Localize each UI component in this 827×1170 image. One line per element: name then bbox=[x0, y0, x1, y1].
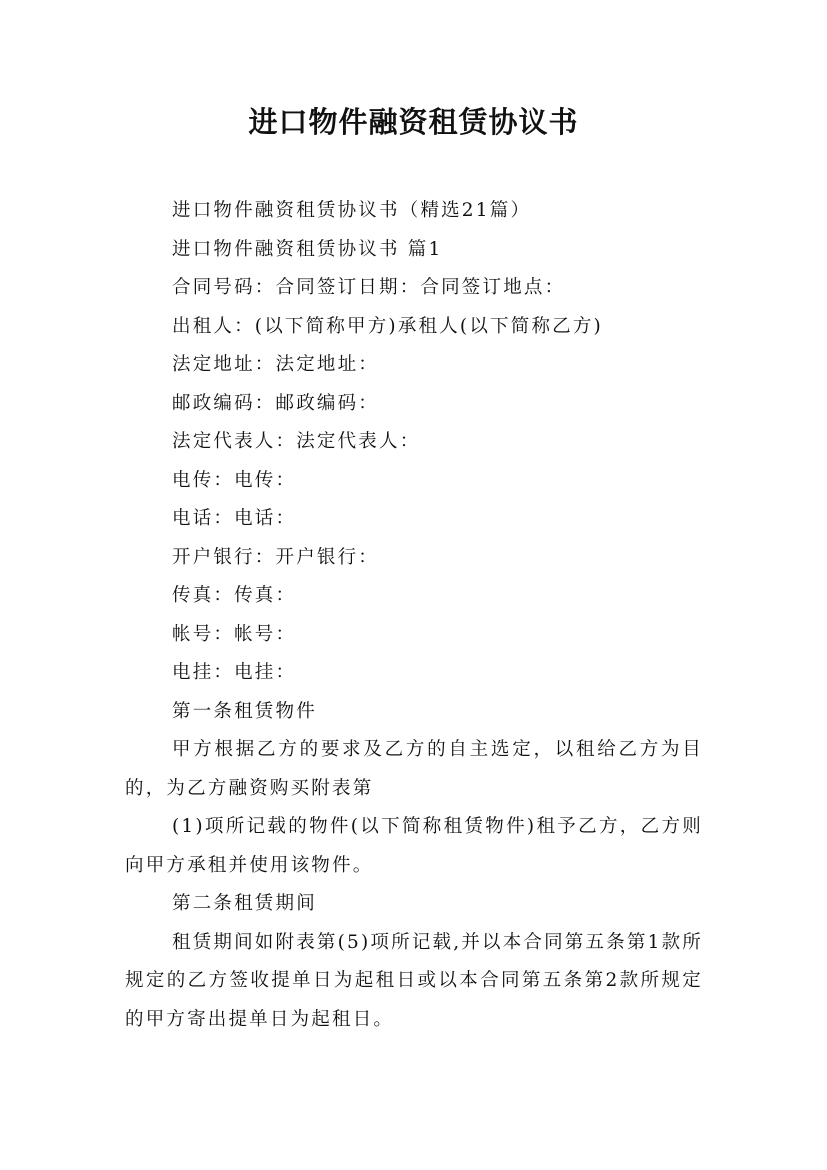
paragraph-section-heading: 进口物件融资租赁协议书 篇1 bbox=[172, 238, 443, 260]
paragraph-legal-representative: 法定代表人：法定代表人： bbox=[172, 431, 421, 452]
paragraph-legal-address: 法定地址：法定地址： bbox=[172, 354, 380, 375]
paragraph-telex: 电传：电传： bbox=[172, 469, 297, 491]
paragraph-article-1-item: (1)项所记载的物件(以下简称租赁物件)租予乙方，乙方则向甲方承租并使用该物件。 bbox=[125, 816, 703, 876]
paragraph-article-2-heading: 第二条租赁期间 bbox=[172, 893, 317, 914]
paragraph-bank: 开户银行：开户银行： bbox=[172, 546, 380, 568]
document-body bbox=[125, 192, 703, 1039]
paragraph-postal-code: 邮政编码：邮政编码： bbox=[172, 392, 380, 414]
paragraph-article-1-body: 甲方根据乙方的要求及乙方的自主选定，以租给乙方为目的，为乙方融资购买附表第 bbox=[125, 739, 703, 799]
paragraph-article-1-heading: 第一条租赁物件 bbox=[172, 700, 317, 722]
paragraph-cable: 电挂：电挂： bbox=[172, 662, 297, 683]
paragraph-account: 帐号：帐号： bbox=[172, 623, 297, 645]
paragraph-fax: 传真：传真： bbox=[172, 585, 297, 606]
paragraph-phone: 电话：电话： bbox=[172, 508, 297, 529]
paragraph-article-2-body: 租赁期间如附表第(5)项所记载,并以本合同第五条第1款所规定的乙方签收提单日为起租日或以本合同第五条第2款所规定的甲方寄出提单日为起租日。 bbox=[125, 931, 703, 1030]
paragraph-contract-info: 合同号码：合同签订日期：合同签订地点： bbox=[172, 277, 566, 298]
paragraph-parties: 出租人：(以下简称甲方)承租人(以下简称乙方) bbox=[172, 315, 603, 337]
paragraph-subtitle: 进口物件融资租赁协议书（精选21篇） bbox=[172, 200, 532, 221]
document-title: 进口物件融资租赁协议书 bbox=[248, 105, 579, 139]
